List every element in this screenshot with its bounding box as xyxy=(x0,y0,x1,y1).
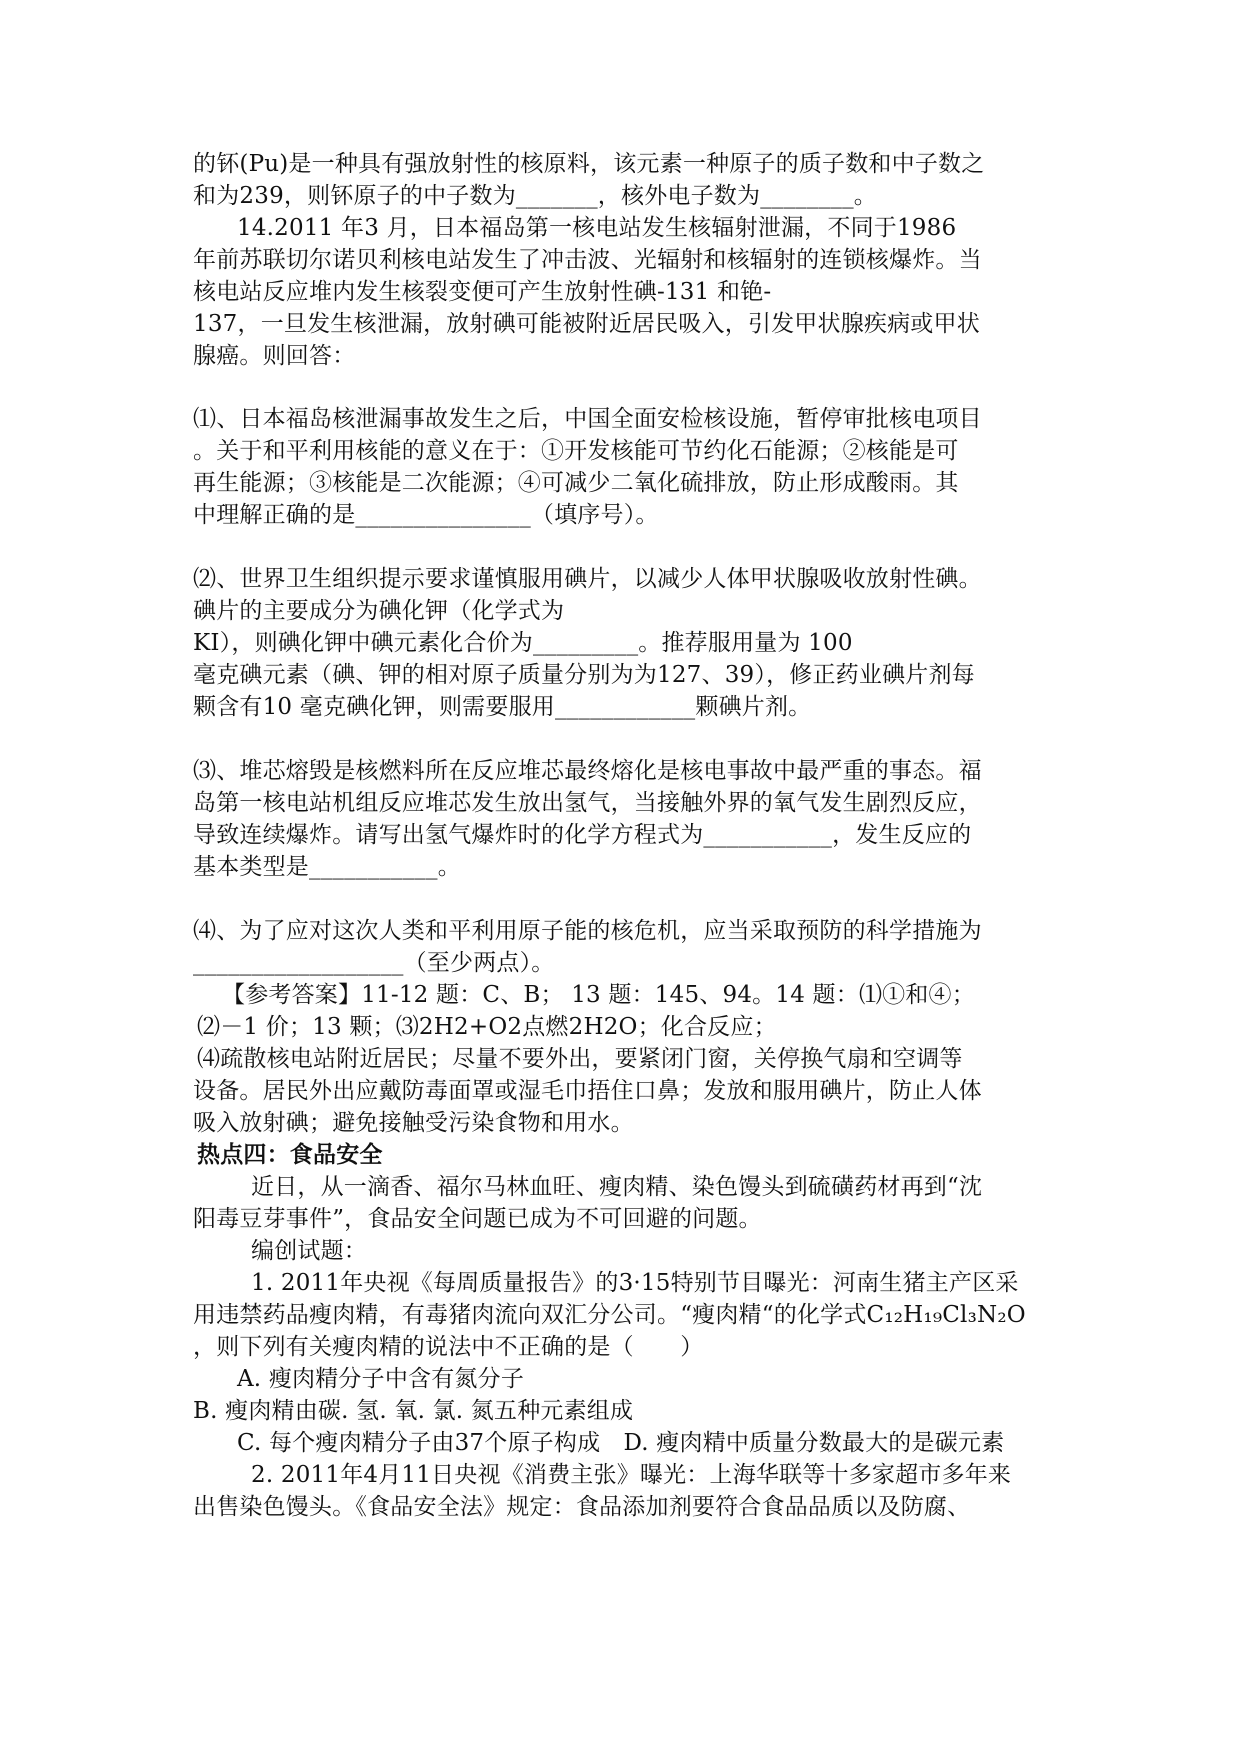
question-14-line: 14.2011 年3 月，日本福岛第一核电站发生核辐射泄漏，不同于1986 xyxy=(237,215,957,241)
option-a: A. 瘦肉精分子中含有氮分子 xyxy=(237,1366,525,1392)
text-line: 出售染色馒头。《食品安全法》规定：食品添加剂要符合食品品质以及防腐、 xyxy=(193,1494,971,1520)
text-line: 用违禁药品瘦肉精，有毒猪肉流向双汇分公司。“瘦肉精“的化学式C₁₂H₁₉Cl₃N₂O xyxy=(193,1302,1026,1328)
answer-key-line: 【参考答案】11-12 题：C、B； 13 题：145、94。14 题：⑴①和④； xyxy=(222,982,975,1008)
text-line: 再生能源；③核能是二次能源；④可减少二氧化硫排放，防止形成酸雨。其 xyxy=(193,470,959,496)
text-line: 吸入放射碘；避免接触受污染食物和用水。 xyxy=(193,1110,634,1136)
text-line: KI），则碘化钾中碘元素化合价为_________。推荐服用量为 100 xyxy=(193,630,853,656)
option-c-d: C. 每个瘦肉精分子由37个原子构成 D. 瘦肉精中质量分数最大的是碳元素 xyxy=(237,1430,1005,1456)
text-line: 的钚(Pu)是一种具有强放射性的核原料，该元素一种原子的质子数和中子数之 xyxy=(193,151,985,177)
text-line: 编创试题： xyxy=(251,1238,367,1264)
text-line: 。关于和平利用核能的意义在于：①开发核能可节约化石能源；②核能是可 xyxy=(193,438,959,464)
text-line: 中理解正确的是_______________（填序号）。 xyxy=(193,502,659,528)
text-line: 导致连续爆炸。请写出氢气爆炸时的化学方程式为___________，发生反应的 xyxy=(193,822,972,848)
text-line: 碘片的主要成分为碘化钾（化学式为 xyxy=(193,598,565,624)
text-line: 年前苏联切尔诺贝利核电站发生了冲击波、光辐射和核辐射的连锁核爆炸。当 xyxy=(193,247,982,273)
sub-question-2: ⑵、世界卫生组织提示要求谨慎服用碘片，以减少人体甲状腺吸收放射性碘。 xyxy=(193,566,982,592)
sub-question-4: ⑷、为了应对这次人类和平利用原子能的核危机，应当采取预防的科学措施为 xyxy=(193,918,982,944)
question-1-line: 1. 2011年央视《每周质量报告》的3·15特别节目曝光：河南生猪主产区采 xyxy=(251,1270,1019,1296)
text-line: 核电站反应堆内发生核裂变便可产生放射性碘-131 和铯- xyxy=(193,279,772,305)
section-heading: 热点四：食品安全 xyxy=(197,1141,383,1168)
text-line: ，则下列有关瘦肉精的说法中不正确的是（ ） xyxy=(193,1334,704,1360)
text-line: 基本类型是___________。 xyxy=(193,854,461,880)
text-line: __________________（至少两点）。 xyxy=(193,950,555,976)
text-line: 阳毒豆芽事件”，食品安全问题已成为不可回避的问题。 xyxy=(193,1206,762,1232)
text-line: 颗含有10 毫克碘化钾，则需要服用____________颗碘片剂。 xyxy=(193,694,812,720)
text-line: 和为239，则钚原子的中子数为_______，核外电子数为________。 xyxy=(193,183,877,209)
text-line: 137，一旦发生核泄漏，放射碘可能被附近居民吸入，引发甲状腺疾病或甲状 xyxy=(193,311,980,337)
text-line: 腺癌。则回答： xyxy=(193,343,356,369)
sub-question-3: ⑶、堆芯熔毁是核燃料所在反应堆芯最终熔化是核电事故中最严重的事态。福 xyxy=(193,758,982,784)
question-2-line: 2. 2011年4月11日央视《消费主张》曝光：上海华联等十多家超市多年来 xyxy=(251,1462,1012,1488)
text-line: 近日，从一滴香、福尔马林血旺、瘦肉精、染色馒头到硫磺药材再到“沈 xyxy=(251,1174,983,1200)
text-line: ⑷疏散核电站附近居民；尽量不要外出，要紧闭门窗，关停换气扇和空调等 xyxy=(197,1046,963,1072)
text-line: 岛第一核电站机组反应堆芯发生放出氢气，当接触外界的氧气发生剧烈反应， xyxy=(193,790,982,816)
option-b: B. 瘦肉精由碳. 氢. 氧. 氯. 氮五种元素组成 xyxy=(193,1398,634,1424)
text-line: ⑵－1 价；13 颗；⑶2H2+O2点燃2H2O；化合反应； xyxy=(197,1014,777,1040)
text-line: 毫克碘元素（碘、钾的相对原子质量分别为为127、39），修正药业碘片剂每 xyxy=(193,662,975,688)
text-line: 设备。居民外出应戴防毒面罩或湿毛巾捂住口鼻；发放和服用碘片，防止人体 xyxy=(193,1078,982,1104)
sub-question-1: ⑴、日本福岛核泄漏事故发生之后，中国全面安检核设施，暂停审批核电项目 xyxy=(193,406,982,432)
